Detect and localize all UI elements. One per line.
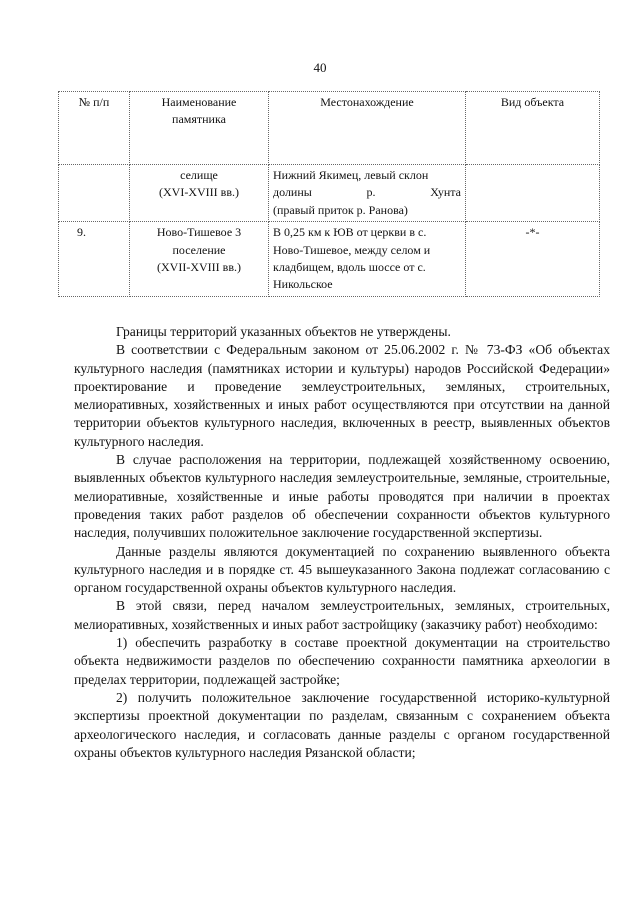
table-row [59, 165, 600, 222]
cell-line: (правый приток р. Ранова) [273, 202, 408, 217]
cell-type: -*- [466, 222, 600, 297]
header-name: Наименование памятника [130, 92, 269, 165]
cell-line: кладбищем, вдоль шоссе от с. [273, 259, 426, 274]
cell-location [269, 222, 466, 297]
cell-number [59, 165, 130, 222]
page-number: 40 [313, 60, 327, 75]
monuments-table [58, 91, 600, 297]
cell-line: (XVII-XVIII вв.) [157, 259, 241, 274]
cell-line: Нижний Якимец, левый склон [273, 168, 429, 182]
paragraph: 2) получить положительное заключение государственной историко-культурной экспертизы проектной документации по разделам, связанным с сохранением объекта археологического наследия, и согласовать данные разделы с органом государственной охраны объектов культурного наследия Рязанской области; [74, 689, 610, 760]
paragraph: В случае расположения на территории, подлежащей хозяйственному освоению, выявленных объектов культурного наследия землеустроительные, земляные, строительные, мелиоративные, хозяйственные и иные работы проводятся при наличии в проектах проведения таких работ разделов об обеспечении сохранности объектов культурного наследия, получивших положительное заключение государственной экспертизы. [74, 452, 610, 541]
cell-line: долины р. Хунта [273, 185, 461, 200]
cell-line: поселение [172, 242, 226, 257]
cell-line: селище [180, 168, 218, 182]
header-number: № п/п [59, 92, 130, 165]
cell-name [130, 165, 269, 222]
cell-line: В 0,25 км к ЮВ от церкви в с. [273, 225, 427, 240]
paragraph: Данные разделы являются документацией по сохранению выявленного объекта культурного наследия и в порядке ст. 45 вышеуказанного Закона подлежат согласованию с органом государственной охраны объектов культурного наследия. [74, 543, 610, 596]
table-header-row [59, 92, 600, 165]
paragraph: Границы территорий указанных объектов не утверждены. [116, 324, 451, 339]
cell-line: Ново-Тишевое, между селом и [273, 242, 431, 257]
cell-line: Никольское [273, 277, 333, 292]
cell-number: 9. [59, 222, 130, 297]
cell-line: (XVI-XVIII вв.) [159, 185, 239, 200]
cell-location [269, 165, 466, 222]
paragraph: 1) обеспечить разработку в составе проектной документации на строительство объекта недвижимости разделов по обеспечению сохранности памятника археологии в пределах территории, подлежащей застройке; [74, 635, 610, 687]
header-type: Вид объекта [466, 92, 600, 165]
paragraph: В этой связи, перед началом землеустроительных, земляных, строительных, мелиоративных, хозяйственных и иных работ застройщику (заказчику работ) необходимо: [74, 598, 610, 632]
paragraph: В соответствии с Федеральным законом от 25.06.2002 г. № 73-ФЗ «Об объектах культурного наследия (памятниках истории и культуры) народов Российской Федерации» проектирование и проведение землеустроительных, земляных, строительных, мелиоративных, хозяйственных и иных работ осуществляются при отсутствии на данной территории объектов культурного наследия, включенных в реестр, выявленных объектов культурного наследия. [74, 342, 610, 449]
cell-type [466, 165, 600, 222]
cell-name [130, 222, 269, 297]
body-text [74, 323, 610, 762]
header-location: Местонахождение [269, 92, 466, 165]
cell-line: Ново-Тишевое 3 [156, 225, 242, 240]
table-row [59, 222, 600, 297]
